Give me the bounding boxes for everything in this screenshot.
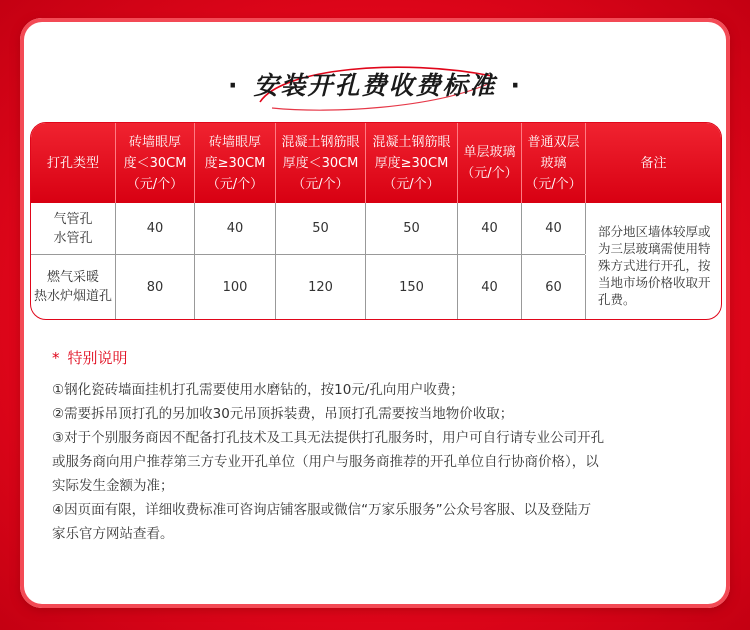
header-remark: 备注 — [640, 155, 667, 171]
header-brick-thick: 砖墙眼厚 度≥30CM （元/个） — [195, 123, 276, 203]
header-brick-thin: 砖墙眼厚 度＜30CM （元/个） — [116, 123, 195, 203]
page-title-text: 安装开孔费收费标准 — [253, 71, 497, 100]
cell-hole-type: 气管孔 水管孔 — [31, 203, 116, 254]
cell-value: 60 — [522, 255, 586, 319]
cell-value: 50 — [366, 203, 458, 254]
special-notes — [52, 347, 712, 546]
cell-value: 40 — [522, 203, 586, 254]
page-title — [20, 66, 730, 102]
special-notes-title-text: 特别说明 — [67, 349, 128, 367]
header-concrete-thin: 混凝土钢筋眼 厚度＜30CM （元/个） — [276, 123, 366, 203]
fee-table-header — [31, 123, 721, 203]
note-item: ③对于个别服务商因不配备打孔技术及工具无法提供打孔服务时，用户可自行请专业公司开孔 或服务商向用户推荐第三方专业开孔单位（用户与服务商推荐的开孔单位自行协商价格），以 实际发生金额为准； — [52, 430, 605, 494]
special-notes-title — [52, 347, 712, 368]
title-dot-right: · — [510, 71, 522, 100]
cell-remark: 部分地区墙体较厚或为三层玻璃需使用特殊方式进行开孔，按当地市场价格收取开孔费。 — [598, 224, 711, 307]
cell-value: 80 — [116, 255, 195, 319]
title-dot-left: · — [227, 71, 240, 100]
cell-value: 40 — [458, 203, 522, 254]
note-item: ④因页面有限，详细收费标准可咨询店铺客服或微信“万家乐服务”公众号客服、以及登陆万 家乐官方网站查看。 — [52, 502, 592, 542]
cell-value: 50 — [276, 203, 366, 254]
note-item: ②需要拆吊顶打孔的另加收30元吊顶拆装费，吊顶打孔需要按当地物价收取； — [52, 406, 514, 422]
header-double-glass: 普通双层 玻璃 （元/个） — [522, 123, 586, 203]
header-hole-type: 打孔类型 — [31, 123, 116, 203]
cell-value: 150 — [366, 255, 458, 319]
note-item: ①钢化瓷砖墙面挂机打孔需要使用水磨钻的，按10元/孔向用户收费； — [52, 382, 464, 398]
cell-value: 100 — [195, 255, 276, 319]
title-area — [20, 56, 730, 116]
header-concrete-thick: 混凝土钢筋眼 厚度≥30CM （元/个） — [366, 123, 458, 203]
cell-value: 120 — [276, 255, 366, 319]
header-single-glass: 单层玻璃 （元/个） — [458, 123, 522, 203]
asterisk-mark: * — [52, 349, 60, 367]
cell-hole-type: 燃气采暖 热水炉烟道孔 — [31, 255, 116, 319]
cell-value: 40 — [116, 203, 195, 254]
cell-value: 40 — [458, 255, 522, 319]
cell-value: 40 — [195, 203, 276, 254]
content-card — [20, 18, 730, 608]
fee-table — [30, 122, 722, 320]
